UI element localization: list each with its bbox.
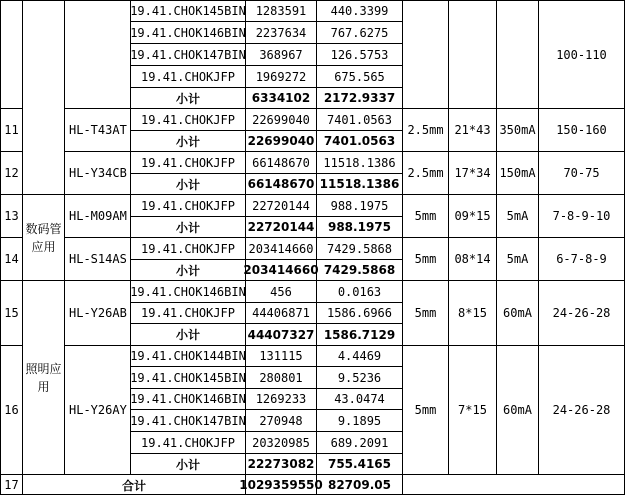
subtotal-qty: 22720144 bbox=[245, 216, 316, 237]
product-code-cell: 19.41.CHOKJFP bbox=[130, 65, 245, 87]
size-cell: 5mm bbox=[402, 345, 448, 474]
grade-cell: 24-26-28 bbox=[538, 345, 624, 474]
subtotal-label: 小计 bbox=[130, 453, 245, 474]
spec-cell: 09*15 bbox=[448, 194, 496, 237]
current-cell: 5mA bbox=[496, 194, 538, 237]
row-number-cell: 11 bbox=[0, 108, 22, 151]
size-cell: 5mm bbox=[402, 280, 448, 345]
amount-cell: 9.1895 bbox=[316, 409, 402, 431]
row-number-cell: 16 bbox=[0, 345, 22, 474]
grade-cell: 24-26-28 bbox=[538, 280, 624, 345]
size-cell bbox=[402, 0, 448, 108]
amount-cell: 689.2091 bbox=[316, 431, 402, 453]
total-label: 合计 bbox=[22, 474, 245, 495]
spec-cell: 21*43 bbox=[448, 108, 496, 151]
quantity-cell: 1283591 bbox=[245, 0, 316, 21]
spec-cell: 7*15 bbox=[448, 345, 496, 474]
product-code-cell: 19.41.CHOKJFP bbox=[130, 108, 245, 130]
current-cell bbox=[496, 0, 538, 108]
grade-cell: 7-8-9-10 bbox=[538, 194, 624, 237]
grade-cell: 100-110 bbox=[538, 0, 624, 108]
subtotal-label: 小计 bbox=[130, 323, 245, 345]
product-code-cell: 19.41.CHOKJFP bbox=[130, 194, 245, 216]
product-code-cell: 19.41.CHOK146BIN bbox=[130, 21, 245, 43]
amount-cell: 1586.6966 bbox=[316, 302, 402, 323]
subtotal-label: 小计 bbox=[130, 130, 245, 151]
subtotal-label: 小计 bbox=[130, 216, 245, 237]
total-qty: 1029359550 bbox=[245, 474, 316, 495]
current-cell: 150mA bbox=[496, 151, 538, 194]
quantity-cell: 2237634 bbox=[245, 21, 316, 43]
model-cell bbox=[64, 0, 130, 108]
product-code-cell: 19.41.CHOK145BIN bbox=[130, 366, 245, 388]
quantity-cell: 131115 bbox=[245, 345, 316, 366]
subtotal-amount: 988.1975 bbox=[316, 216, 402, 237]
amount-cell: 43.0474 bbox=[316, 388, 402, 409]
quantity-cell: 44406871 bbox=[245, 302, 316, 323]
category-cell: 数码管应用 bbox=[22, 194, 64, 280]
product-code-cell: 19.41.CHOK145BIN bbox=[130, 0, 245, 21]
quantity-cell: 368967 bbox=[245, 43, 316, 65]
product-code-cell: 19.41.CHOK147BIN bbox=[130, 409, 245, 431]
subtotal-qty: 44407327 bbox=[245, 323, 316, 345]
subtotal-amount: 7429.5868 bbox=[316, 259, 402, 280]
quantity-cell: 1269233 bbox=[245, 388, 316, 409]
product-code-cell: 19.41.CHOK144BIN bbox=[130, 345, 245, 366]
amount-cell: 440.3399 bbox=[316, 0, 402, 21]
amount-cell: 767.6275 bbox=[316, 21, 402, 43]
total-amount: 82709.05 bbox=[316, 474, 402, 495]
spec-cell: 8*15 bbox=[448, 280, 496, 345]
current-cell: 60mA bbox=[496, 345, 538, 474]
spec-cell bbox=[448, 0, 496, 108]
total-blank-cell bbox=[402, 474, 624, 495]
subtotal-amount: 2172.9337 bbox=[316, 87, 402, 108]
row-number-cell: 17 bbox=[0, 474, 22, 495]
grade-cell: 150-160 bbox=[538, 108, 624, 151]
subtotal-qty: 66148670 bbox=[245, 173, 316, 194]
product-code-cell: 19.41.CHOK147BIN bbox=[130, 43, 245, 65]
current-cell: 350mA bbox=[496, 108, 538, 151]
model-cell: HL-Y26AB bbox=[64, 280, 130, 345]
quantity-cell: 1969272 bbox=[245, 65, 316, 87]
subtotal-label: 小计 bbox=[130, 87, 245, 108]
size-cell: 5mm bbox=[402, 194, 448, 237]
model-cell: HL-S14AS bbox=[64, 237, 130, 280]
subtotal-amount: 755.4165 bbox=[316, 453, 402, 474]
product-code-cell: 19.41.CHOKJFP bbox=[130, 151, 245, 173]
model-cell: HL-Y34CB bbox=[64, 151, 130, 194]
quantity-cell: 280801 bbox=[245, 366, 316, 388]
model-cell: HL-Y26AY bbox=[64, 345, 130, 474]
spec-cell: 17*34 bbox=[448, 151, 496, 194]
subtotal-amount: 11518.1386 bbox=[316, 173, 402, 194]
quantity-cell: 456 bbox=[245, 280, 316, 302]
product-code-cell: 19.41.CHOK146BIN bbox=[130, 280, 245, 302]
row-number-cell: 14 bbox=[0, 237, 22, 280]
subtotal-label: 小计 bbox=[130, 173, 245, 194]
size-cell: 2.5mm bbox=[402, 151, 448, 194]
row-number-cell: 13 bbox=[0, 194, 22, 237]
row-number-cell: 12 bbox=[0, 151, 22, 194]
amount-cell: 7401.0563 bbox=[316, 108, 402, 130]
quantity-cell: 22720144 bbox=[245, 194, 316, 216]
spec-cell: 08*14 bbox=[448, 237, 496, 280]
subtotal-label: 小计 bbox=[130, 259, 245, 280]
subtotal-amount: 1586.7129 bbox=[316, 323, 402, 345]
row-number-cell: 15 bbox=[0, 280, 22, 345]
subtotal-amount: 7401.0563 bbox=[316, 130, 402, 151]
amount-cell: 126.5753 bbox=[316, 43, 402, 65]
size-cell: 5mm bbox=[402, 237, 448, 280]
grade-cell: 70-75 bbox=[538, 151, 624, 194]
current-cell: 60mA bbox=[496, 280, 538, 345]
quantity-cell: 20320985 bbox=[245, 431, 316, 453]
amount-cell: 0.0163 bbox=[316, 280, 402, 302]
quantity-cell: 22699040 bbox=[245, 108, 316, 130]
model-cell: HL-T43AT bbox=[64, 108, 130, 151]
amount-cell: 11518.1386 bbox=[316, 151, 402, 173]
product-code-cell: 19.41.CHOK146BIN bbox=[130, 388, 245, 409]
quantity-cell: 270948 bbox=[245, 409, 316, 431]
current-cell: 5mA bbox=[496, 237, 538, 280]
amount-cell: 675.565 bbox=[316, 65, 402, 87]
subtotal-qty: 22273082 bbox=[245, 453, 316, 474]
product-code-cell: 19.41.CHOKJFP bbox=[130, 237, 245, 259]
quantity-cell: 66148670 bbox=[245, 151, 316, 173]
amount-cell: 4.4469 bbox=[316, 345, 402, 366]
category-cell: 照明应用 bbox=[22, 280, 64, 474]
subtotal-qty: 22699040 bbox=[245, 130, 316, 151]
category-cell bbox=[22, 0, 64, 194]
grade-cell: 6-7-8-9 bbox=[538, 237, 624, 280]
row-number-cell bbox=[0, 0, 22, 108]
model-cell: HL-M09AM bbox=[64, 194, 130, 237]
amount-cell: 988.1975 bbox=[316, 194, 402, 216]
product-code-cell: 19.41.CHOKJFP bbox=[130, 302, 245, 323]
table-right-border bbox=[624, 0, 625, 495]
amount-cell: 9.5236 bbox=[316, 366, 402, 388]
amount-cell: 7429.5868 bbox=[316, 237, 402, 259]
subtotal-qty: 6334102 bbox=[245, 87, 316, 108]
size-cell: 2.5mm bbox=[402, 108, 448, 151]
product-code-cell: 19.41.CHOKJFP bbox=[130, 431, 245, 453]
subtotal-qty: 203414660 bbox=[245, 259, 316, 280]
quantity-cell: 203414660 bbox=[245, 237, 316, 259]
